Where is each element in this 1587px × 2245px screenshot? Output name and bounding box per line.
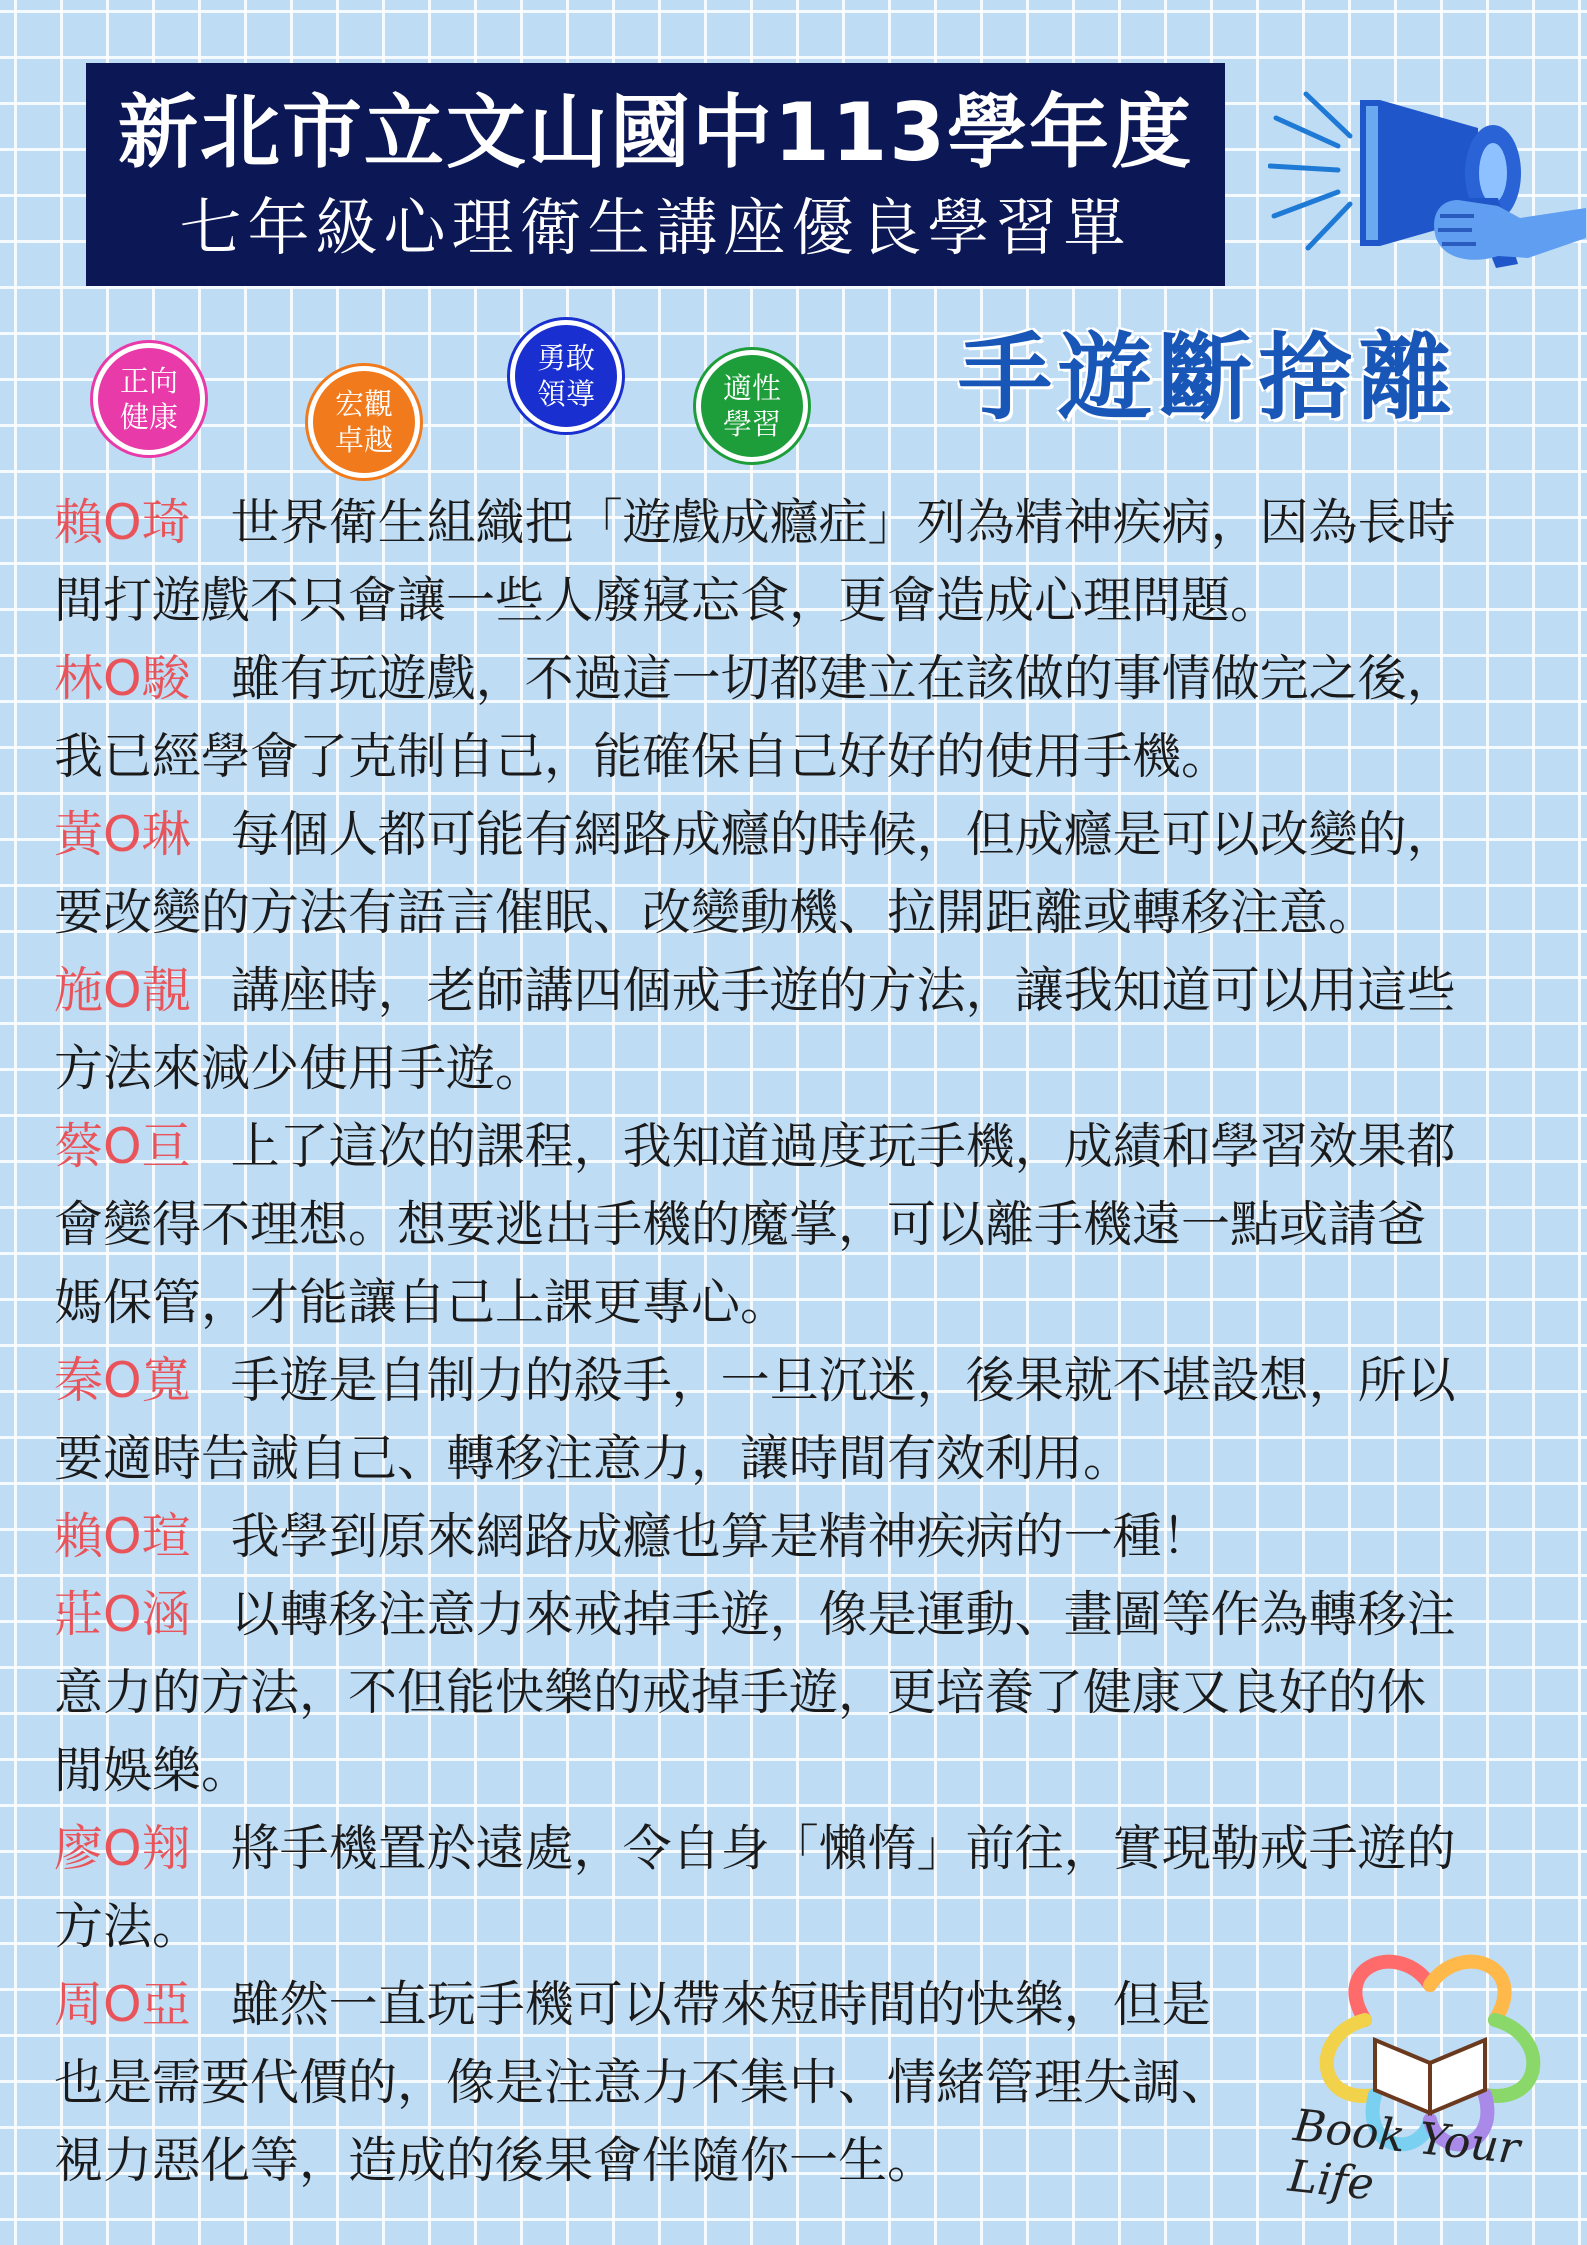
student-comment: 將手機置於遠處，令自身「懶惰」前往，實現勒戒手遊的 方法。 — [54, 1820, 1456, 1955]
badge-positive-health — [93, 343, 205, 455]
logo-text: Book Your Life — [1285, 2100, 1523, 2211]
badge-label: 宏觀 卓越 — [334, 387, 393, 457]
student-name: 莊O涵 — [54, 1586, 191, 1643]
student-comment: 手遊是自制力的殺手，一旦沉迷，後果就不堪設想，所以 要適時告誡自己、轉移注意力，讓時間有效利用。 — [54, 1352, 1456, 1487]
list-item — [54, 484, 1554, 640]
student-comment: 世界衛生組織把「遊戲成癮症」列為精神疾病，因為長時 間打遊戲不只會讓一些人廢寢忘食，更會造成心理問題。 — [54, 494, 1456, 629]
list-item — [54, 796, 1554, 952]
badge-label: 正向 健康 — [119, 364, 178, 434]
list-item — [54, 1576, 1554, 1810]
list-item — [54, 1108, 1554, 1342]
list-item — [54, 952, 1554, 1108]
badge-vision-excellence — [308, 366, 420, 478]
badge-brave-leadership — [510, 320, 622, 432]
student-name: 秦O寬 — [54, 1352, 191, 1409]
student-name: 周O亞 — [54, 1976, 191, 2033]
student-name: 林O駿 — [54, 650, 191, 707]
student-comment: 講座時，老師講四個戒手遊的方法，讓我知道可以用這些 方法來減少使用手遊。 — [54, 962, 1456, 1097]
theme-title: 手遊斷捨離 — [958, 323, 1459, 433]
student-comment: 上了這次的課程，我知道過度玩手機，成績和學習效果都 會變得不理想。想要逃出手機的魔掌，可以離手機遠一點或請爸 媽保管，才能讓自己上課更專心。 — [54, 1118, 1456, 1331]
student-comment: 每個人都可能有網路成癮的時候，但成癮是可以改變的， 要改變的方法有語言催眠、改變動機、拉開距離或轉移注意。 — [54, 806, 1456, 941]
badge-label: 適性 學習 — [722, 371, 781, 441]
student-name: 賴O琦 — [54, 494, 191, 551]
student-comment: 雖然一直玩手機可以帶來短時間的快樂，但是 也是需要代價的，像是注意力不集中、情緒管理失調、 視力惡化等，造成的後果會伴隨你一生。 — [54, 1976, 1231, 2189]
student-name: 蔡O亘 — [54, 1118, 191, 1175]
list-item — [54, 640, 1554, 796]
student-comment: 我學到原來網路成癮也算是精神疾病的一種！ — [230, 1508, 1211, 1565]
school-title: 新北市立文山國中113學年度 — [118, 86, 1193, 179]
badge-adaptive-learning — [696, 350, 808, 462]
badge-label: 勇敢 領導 — [536, 341, 595, 411]
student-name: 賴O瑄 — [54, 1508, 191, 1565]
student-name: 黃O琳 — [54, 806, 191, 863]
student-entries — [54, 484, 1554, 2200]
title-banner — [86, 63, 1225, 286]
list-item — [54, 1342, 1554, 1498]
student-name: 施O靚 — [54, 962, 191, 1019]
student-comment: 雖有玩遊戲，不過這一切都建立在該做的事情做完之後， 我已經學會了克制自己，能確保自己好好的使用手機。 — [54, 650, 1456, 785]
list-item — [54, 1498, 1554, 1576]
student-comment: 以轉移注意力來戒掉手遊，像是運動、畫圖等作為轉移注 意力的方法，不但能快樂的戒掉手遊，更培養了健康又良好的休 閒娛樂。 — [54, 1586, 1456, 1799]
megaphone-icon — [1268, 88, 1586, 268]
worksheet-title: 七年級心理衛生講座優良學習單 — [179, 191, 1132, 264]
student-name: 廖O翔 — [54, 1820, 191, 1877]
list-item — [54, 1810, 1554, 1966]
